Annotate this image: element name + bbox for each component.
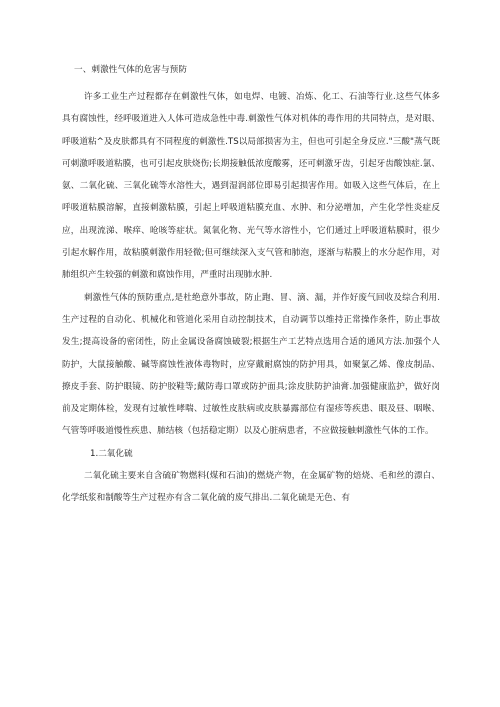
section-heading: 一、刺激性气体的危害与预防 [74, 65, 188, 75]
paragraph-hazards: 许多工业生产过程都存在刺激性气体，如电焊、电镀、冶炼、化工、石油等行业.这些气体多具有腐蚀性，经呼吸道进入人体可造成急性中毒.刺激性气体对机体的毒作用的共同特点，是对眼、呼吸道粘^及皮肤都具有不同程度的刺激性.TS以局部损害为主，但也可引起全身反应."三酸"蒸气既可刺激呼吸道粘膜，也可引起皮肤烧伤;长期接触低浓度酸雾，还可刺激牙齿，引起牙齿酸蚀症.氯、氨、二氧化硫、三氧化硫等水溶性大，遇到湿润部位即易引起损害作用。如吸入这些气体后，在上呼吸道粘膜溶解，直接刺激粘膜，引起上呼吸道粘膜充血、水肿、和分泌增加，产生化学性炎症反应，出现流涕、喉痒、呛咳等症状。氮氧化物、光气等水溶性小，它们通过上呼吸道粘膜时，很少引起水解作用，故粘膜刺激作用轻微;但可继续深入支气管和肺泡，逐渐与粘膜上的水分起作用，对肺组织产生较强的刺激和腐蚀作用，严重时出现肺水肿. [62, 92, 440, 281]
paragraph-prevention: 刺激性气体的预防重点,是杜绝意外事故，防止跑、冒、滴、漏，并作好废气回收及综合利用.生产过程的自动化、机械化和管道化采用自动控制技术，自动调节以维持正常操作条件，防止事故发生;提高设备的密闭性，防止金属设备腐蚀破裂;根据生产工艺特点选用合适的通风方法.加强个人防护，大鼠接触酸、碱等腐蚀性液体毒物时，应穿戴耐腐蚀的防护用具，如聚氯乙烯、像皮制品、撩皮手套、防护眼镜、防护胶鞋等;戴防毒口罩或防护面具;涂皮肤防护油膏.加强健康监护，做好岗前及定期体检，发现有过敏性哮喘、过敏性皮肤病或皮肤暴露部位有湿疹等疾患、眼及昼、咽喉、气管等呼吸道慢性疾患、肺结核（包括稳定期）以及心脏病患者，不应做接触刺激性气体的工作。 [62, 292, 440, 437]
paragraph-sulfur-dioxide: 二氧化硫主要来自含硫矿物燃料(煤和石油)的燃烧产物，在金属矿物的焙烧、毛和丝的漂白、化学纸浆和制酸等生产过程亦有含二氧化硫的废气排出.二氧化硫是无色、有 [62, 471, 440, 504]
subsection-heading: 1.二氧化硫 [90, 448, 133, 459]
